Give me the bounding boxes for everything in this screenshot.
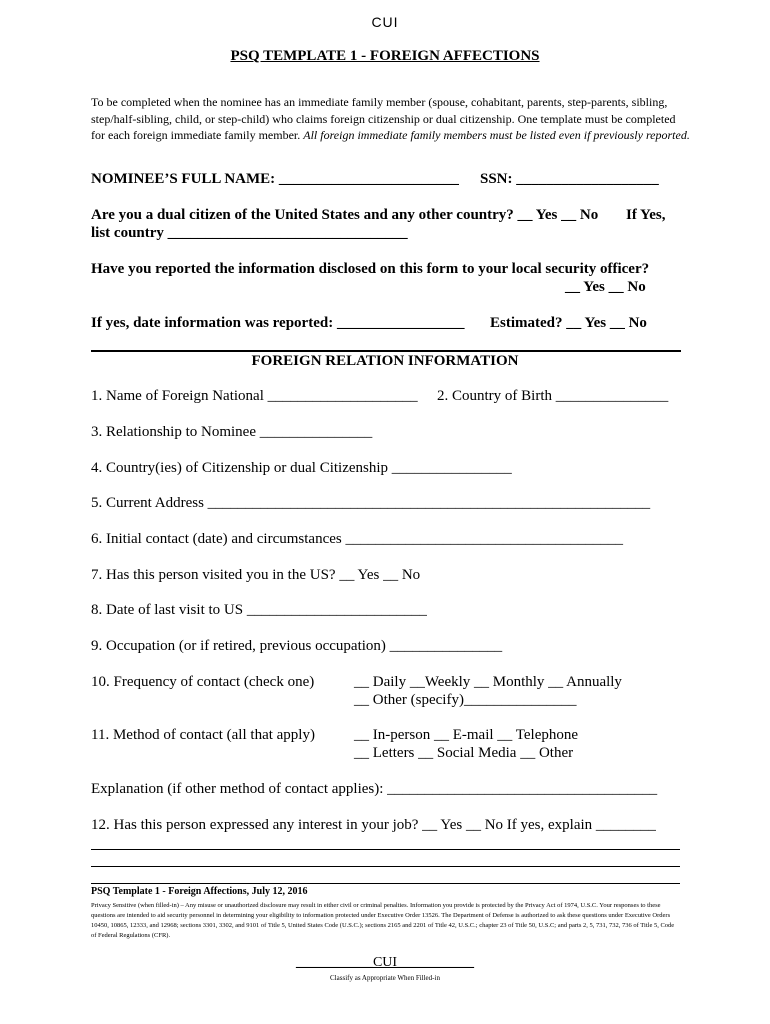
q10-other-specify[interactable]: __ Other (specify)_______________ [354,692,577,708]
q2-country-of-birth[interactable]: 2. Country of Birth _______________ [437,388,669,404]
q11-method-options-1[interactable]: __ In-person __ E-mail __ Telephone [354,727,579,743]
q10-frequency-options[interactable]: __ Daily __Weekly __ Monthly __ Annually [354,674,622,690]
ssn-field[interactable]: SSN: ___________________ [480,171,659,187]
nominee-name-field[interactable]: NOMINEE’S FULL NAME: ________________________ [91,171,459,187]
intro-paragraph [91,94,691,144]
q10-frequency-label: 10. Frequency of contact (check one) [91,674,315,690]
classify-note: Classify as Appropriate When Filled-in [330,974,440,982]
q3-relationship[interactable]: 3. Relationship to Nominee _______________ [91,424,373,440]
footer-title: PSQ Template 1 - Foreign Affections, July 12, 2016 [91,886,308,897]
privacy-notice: Privacy Sensitive (when filled-in) – Any misuse or unauthorized disclosure may result in either civil or criminal penalties. Information you provide is protected by the Privacy Act of 1974, U.S.C. Your responses to these questions are intended to aid security personnel in determining your eligibility to information protected under Executive Order 13526. The Department of Defense is authorized to ask these questions under Executive Orders 10450, 10865, 12333, and 12968; sections 3301, 3302, and 9101 of Title 5, United States Code (U.S.C.); sections 2165 and 2201 of Title 42, U.S.C.; chapter 23 of Title 50, U.S.C; and parts 2, 5, 731, 732, 736 of Title 5, Code of Federal Regulations (CFR). [91,902,675,939]
cui-header: CUI [371,14,399,30]
reported-answer[interactable]: __ Yes __ No [565,279,646,295]
section-divider [91,350,681,352]
list-country-field[interactable]: list country ________________________________ [91,225,408,241]
intro-text: To be completed when the nominee has an immediate family member (spouse, cohabitant, parents, step-parents, sibling, step/half-sibling, child, or step-child) who claims foreign citizenship or dual citizenship. One template must be completed for each foreign immediate family member. [91,95,676,142]
answer-line-1[interactable] [91,849,680,850]
q1-name-of-foreign-national[interactable]: 1. Name of Foreign National ____________________ [91,388,418,404]
page-title: PSQ TEMPLATE 1 - FOREIGN AFFECTIONS [230,48,540,64]
answer-line-2[interactable] [91,866,680,867]
q9-occupation[interactable]: 9. Occupation (or if retired, previous occupation) _______________ [91,638,503,654]
dual-citizen-if-yes: If Yes, [626,207,666,223]
explanation-field[interactable]: Explanation (if other method of contact applies): ____________________________________ [91,781,658,797]
answer-line-3[interactable] [91,883,680,884]
estimated-field[interactable]: Estimated? __ Yes __ No [490,315,647,331]
q4-citizenship[interactable]: 4. Country(ies) of Citizenship or dual Citizenship ________________ [91,460,512,476]
intro-italic-text: All foreign immediate family members must be listed even if previously reported. [303,128,690,142]
q5-current-address[interactable]: 5. Current Address ___________________________________________________________ [91,495,651,511]
q7-visited-us[interactable]: 7. Has this person visited you in the US? __ Yes __ No [91,567,421,583]
date-reported-field[interactable]: If yes, date information was reported: _________________ [91,315,465,331]
q8-last-visit-date[interactable]: 8. Date of last visit to US ________________________ [91,602,427,618]
q11-method-label: 11. Method of contact (all that apply) [91,727,315,743]
q11-method-options-2[interactable]: __ Letters __ Social Media __ Other [354,745,574,761]
section-title: FOREIGN RELATION INFORMATION [251,353,519,369]
cui-footer [0,955,770,971]
reported-question: Have you reported the information disclosed on this form to your local security officer? [91,261,650,277]
q6-initial-contact[interactable]: 6. Initial contact (date) and circumstances _____________________________________ [91,531,623,547]
q12-interest-in-job[interactable]: 12. Has this person expressed any interest in your job? __ Yes __ No If yes, explain ________ [91,817,656,833]
dual-citizen-question[interactable]: Are you a dual citizen of the United States and any other country? __ Yes __ No [91,207,599,223]
cui-footer-text: ___________CUI___________ [295,955,475,970]
